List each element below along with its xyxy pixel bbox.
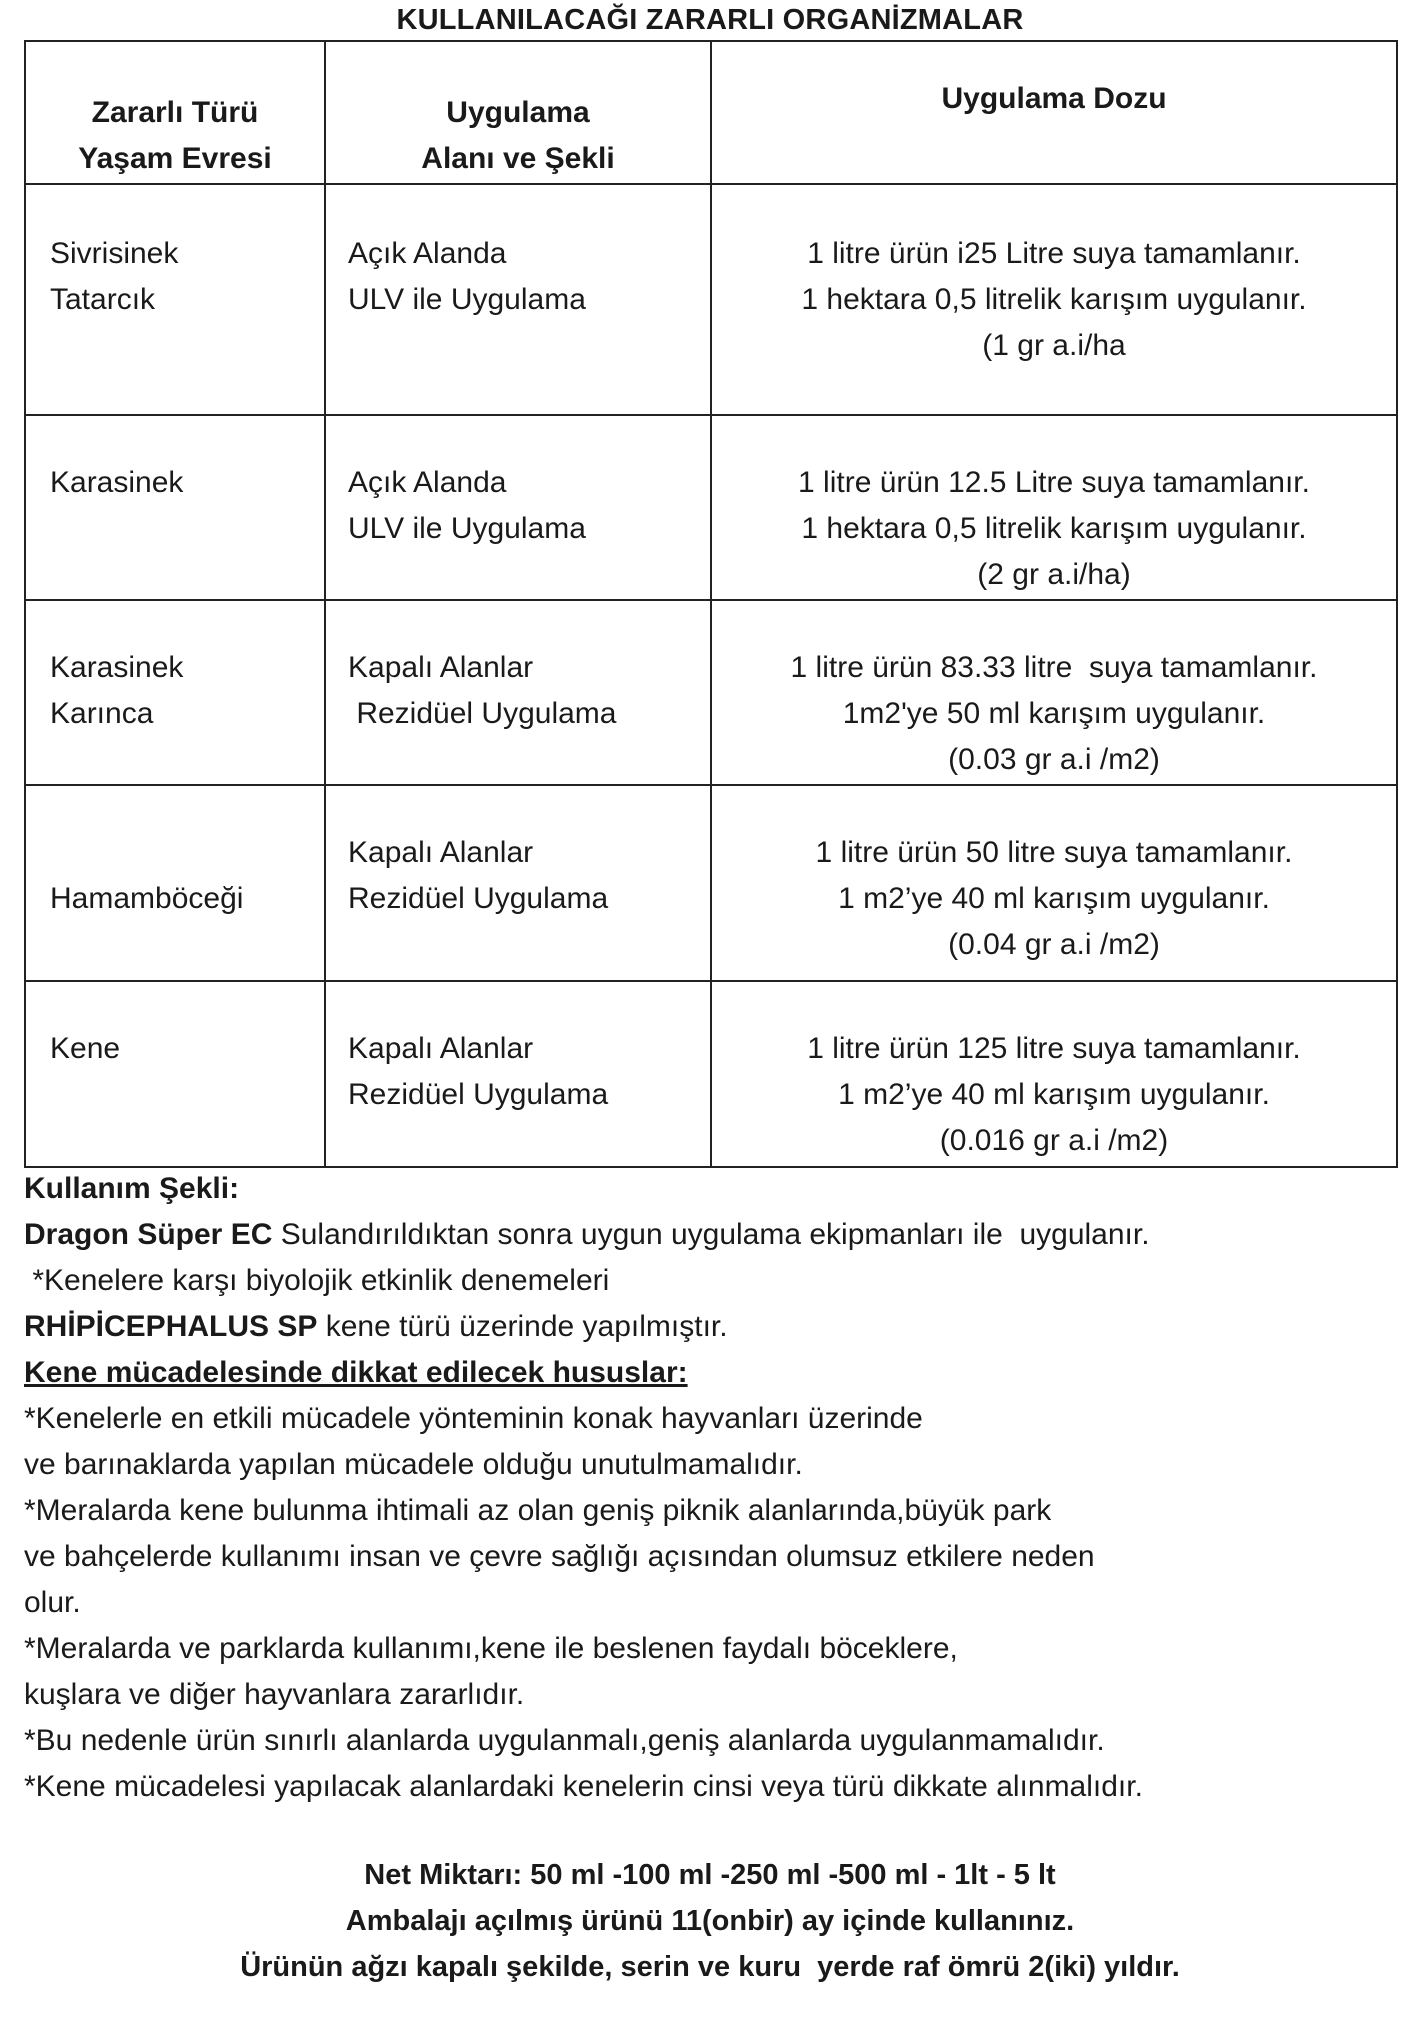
area-cell <box>325 415 711 600</box>
cell-line: Tatarcık <box>50 283 156 316</box>
usage-product-line <box>24 1212 1404 1258</box>
cell-line: 1 m2’ye 40 ml karışım uygulanır. <box>838 882 1270 915</box>
table-row <box>25 785 1397 981</box>
cell-line: Kapalı Alanlar <box>348 1032 534 1065</box>
product-footer <box>0 1852 1420 1990</box>
cell-line: Kapalı Alanlar <box>348 836 534 869</box>
pest-cell <box>25 184 325 415</box>
cell-line: Karınca <box>50 697 154 730</box>
dose-cell <box>711 184 1397 415</box>
cell-line: 1 litre ürün i25 Litre suya tamamlanır. <box>807 237 1301 270</box>
header-line: Uygulama <box>446 96 590 129</box>
dose-cell <box>711 415 1397 600</box>
dose-cell <box>711 600 1397 785</box>
area-cell <box>325 600 711 785</box>
product-name: Dragon Süper EC <box>24 1218 273 1251</box>
cell-line: (0.03 gr a.i /m2) <box>948 743 1160 776</box>
cell-line: (0.04 gr a.i /m2) <box>948 928 1160 961</box>
dose-cell <box>711 785 1397 981</box>
tick-note-line: *Meralarda kene bulunma ihtimali az olan geniş piknik alanlarında,büyük park <box>24 1494 1052 1527</box>
table-row <box>25 415 1397 600</box>
page-title: KULLANILACAĞI ZARARLI ORGANİZMALAR <box>396 4 1024 36</box>
cell-line: Karasinek <box>50 466 184 499</box>
table-row <box>25 981 1397 1167</box>
cell-line: 1 litre ürün 12.5 Litre suya tamamlanır. <box>798 466 1310 499</box>
cell-line: (2 gr a.i/ha) <box>977 558 1131 591</box>
cell-line: ULV ile Uygulama <box>348 512 586 545</box>
tick-notes-heading <box>24 1350 1404 1396</box>
tick-note-line: olur. <box>24 1586 81 1619</box>
header-line: Alanı ve Şekli <box>421 142 615 175</box>
cell-line: Karasinek <box>50 651 184 684</box>
cell-line: (1 gr a.i/ha <box>982 329 1126 362</box>
tick-note-line: *Bu nedenle ürün sınırlı alanlarda uygulanmalı,geniş alanlarda uygulanmamalıdır. <box>24 1724 1105 1757</box>
product-instructions: Sulandırıldıktan sonra uygun uygulama ekipmanları ile uygulanır. <box>272 1218 1150 1251</box>
tick-note-line: *Kenelerle en etkili mücadele yönteminin konak hayvanları üzerinde <box>24 1402 923 1435</box>
cell-line: 1 litre ürün 125 litre suya tamamlanır. <box>807 1032 1301 1065</box>
cell-line: Rezidüel Uygulama <box>348 882 609 915</box>
dose-cell <box>711 981 1397 1167</box>
cell-line: Kapalı Alanlar <box>348 651 534 684</box>
usage-notes <box>24 1166 1404 1810</box>
header-line: Uygulama Dozu <box>941 82 1167 115</box>
tick-note-line: *Meralarda ve parklarda kullanımı,kene ile beslenen faydalı böceklere, <box>24 1632 958 1665</box>
cell-line: 1 litre ürün 50 litre suya tamamlanır. <box>815 836 1293 869</box>
cell-line: (0.016 gr a.i /m2) <box>939 1124 1169 1157</box>
tick-notes-heading-text: Kene mücadelesinde dikkat edilecek hususlar: <box>24 1356 688 1389</box>
tick-note-line: ve bahçelerde kullanımı insan ve çevre sağlığı açısından olumsuz etkilere neden <box>24 1540 1095 1573</box>
shelf-life-note: Ürünün ağzı kapalı şekilde, serin ve kuru yerde raf ömrü 2(iki) yıldır. <box>240 1951 1180 1983</box>
cell-line: Hamamböceği <box>50 882 244 915</box>
pest-table <box>24 40 1398 1168</box>
cell-line: Açık Alanda <box>348 466 507 499</box>
tick-note-line: *Kene mücadelesi yapılacak alanlardaki kenelerin cinsi veya türü dikkate alınmalıdır. <box>24 1770 1143 1803</box>
opened-shelf-note: Ambalajı açılmış ürünü 11(onbir) ay içinde kullanınız. <box>345 1905 1075 1937</box>
pest-cell <box>25 981 325 1167</box>
pest-cell <box>25 415 325 600</box>
cell-line: 1 litre ürün 83.33 litre suya tamamlanır. <box>790 651 1318 684</box>
cell-line: 1m2'ye 50 ml karışım uygulanır. <box>842 697 1266 730</box>
cell-line: 1 m2’ye 40 ml karışım uygulanır. <box>838 1078 1270 1111</box>
species-line <box>24 1304 1404 1350</box>
table-row <box>25 184 1397 415</box>
table-header-row <box>25 41 1397 184</box>
cell-line: Kene <box>50 1032 121 1065</box>
cell-line: Rezidüel Uygulama <box>348 1078 609 1111</box>
usage-heading <box>24 1166 1404 1212</box>
bio-note: *Kenelere karşı biyolojik etkinlik denemeleri <box>24 1264 610 1297</box>
header-line: Zararlı Türü <box>91 96 259 129</box>
pest-cell <box>25 600 325 785</box>
net-amount: Net Miktarı: 50 ml -100 ml -250 ml -500 ml - 1lt - 5 lt <box>364 1859 1056 1891</box>
header-application-dose <box>711 41 1397 184</box>
tick-note-line: ve barınaklarda yapılan mücadele olduğu unutulmamalıdır. <box>24 1448 803 1481</box>
tick-note-line: kuşlara ve diğer hayvanlara zararlıdır. <box>24 1678 525 1711</box>
cell-line: Açık Alanda <box>348 237 507 270</box>
species-name: RHİPİCEPHALUS SP <box>24 1310 318 1343</box>
cell-line: 1 hektara 0,5 litrelik karışım uygulanır. <box>801 283 1307 316</box>
header-application-area <box>325 41 711 184</box>
header-pest-type <box>25 41 325 184</box>
cell-line: Rezidüel Uygulama <box>348 697 617 730</box>
area-cell <box>325 785 711 981</box>
header-line: Yaşam Evresi <box>78 142 272 175</box>
cell-line: Sivrisinek <box>50 237 179 270</box>
pest-cell <box>25 785 325 981</box>
usage-heading-text: Kullanım Şekli: <box>24 1172 240 1205</box>
area-cell <box>325 184 711 415</box>
table-row <box>25 600 1397 785</box>
area-cell <box>325 981 711 1167</box>
cell-line: ULV ile Uygulama <box>348 283 586 316</box>
species-text: kene türü üzerinde yapılmıştır. <box>317 1310 728 1343</box>
cell-line: 1 hektara 0,5 litrelik karışım uygulanır. <box>801 512 1307 545</box>
